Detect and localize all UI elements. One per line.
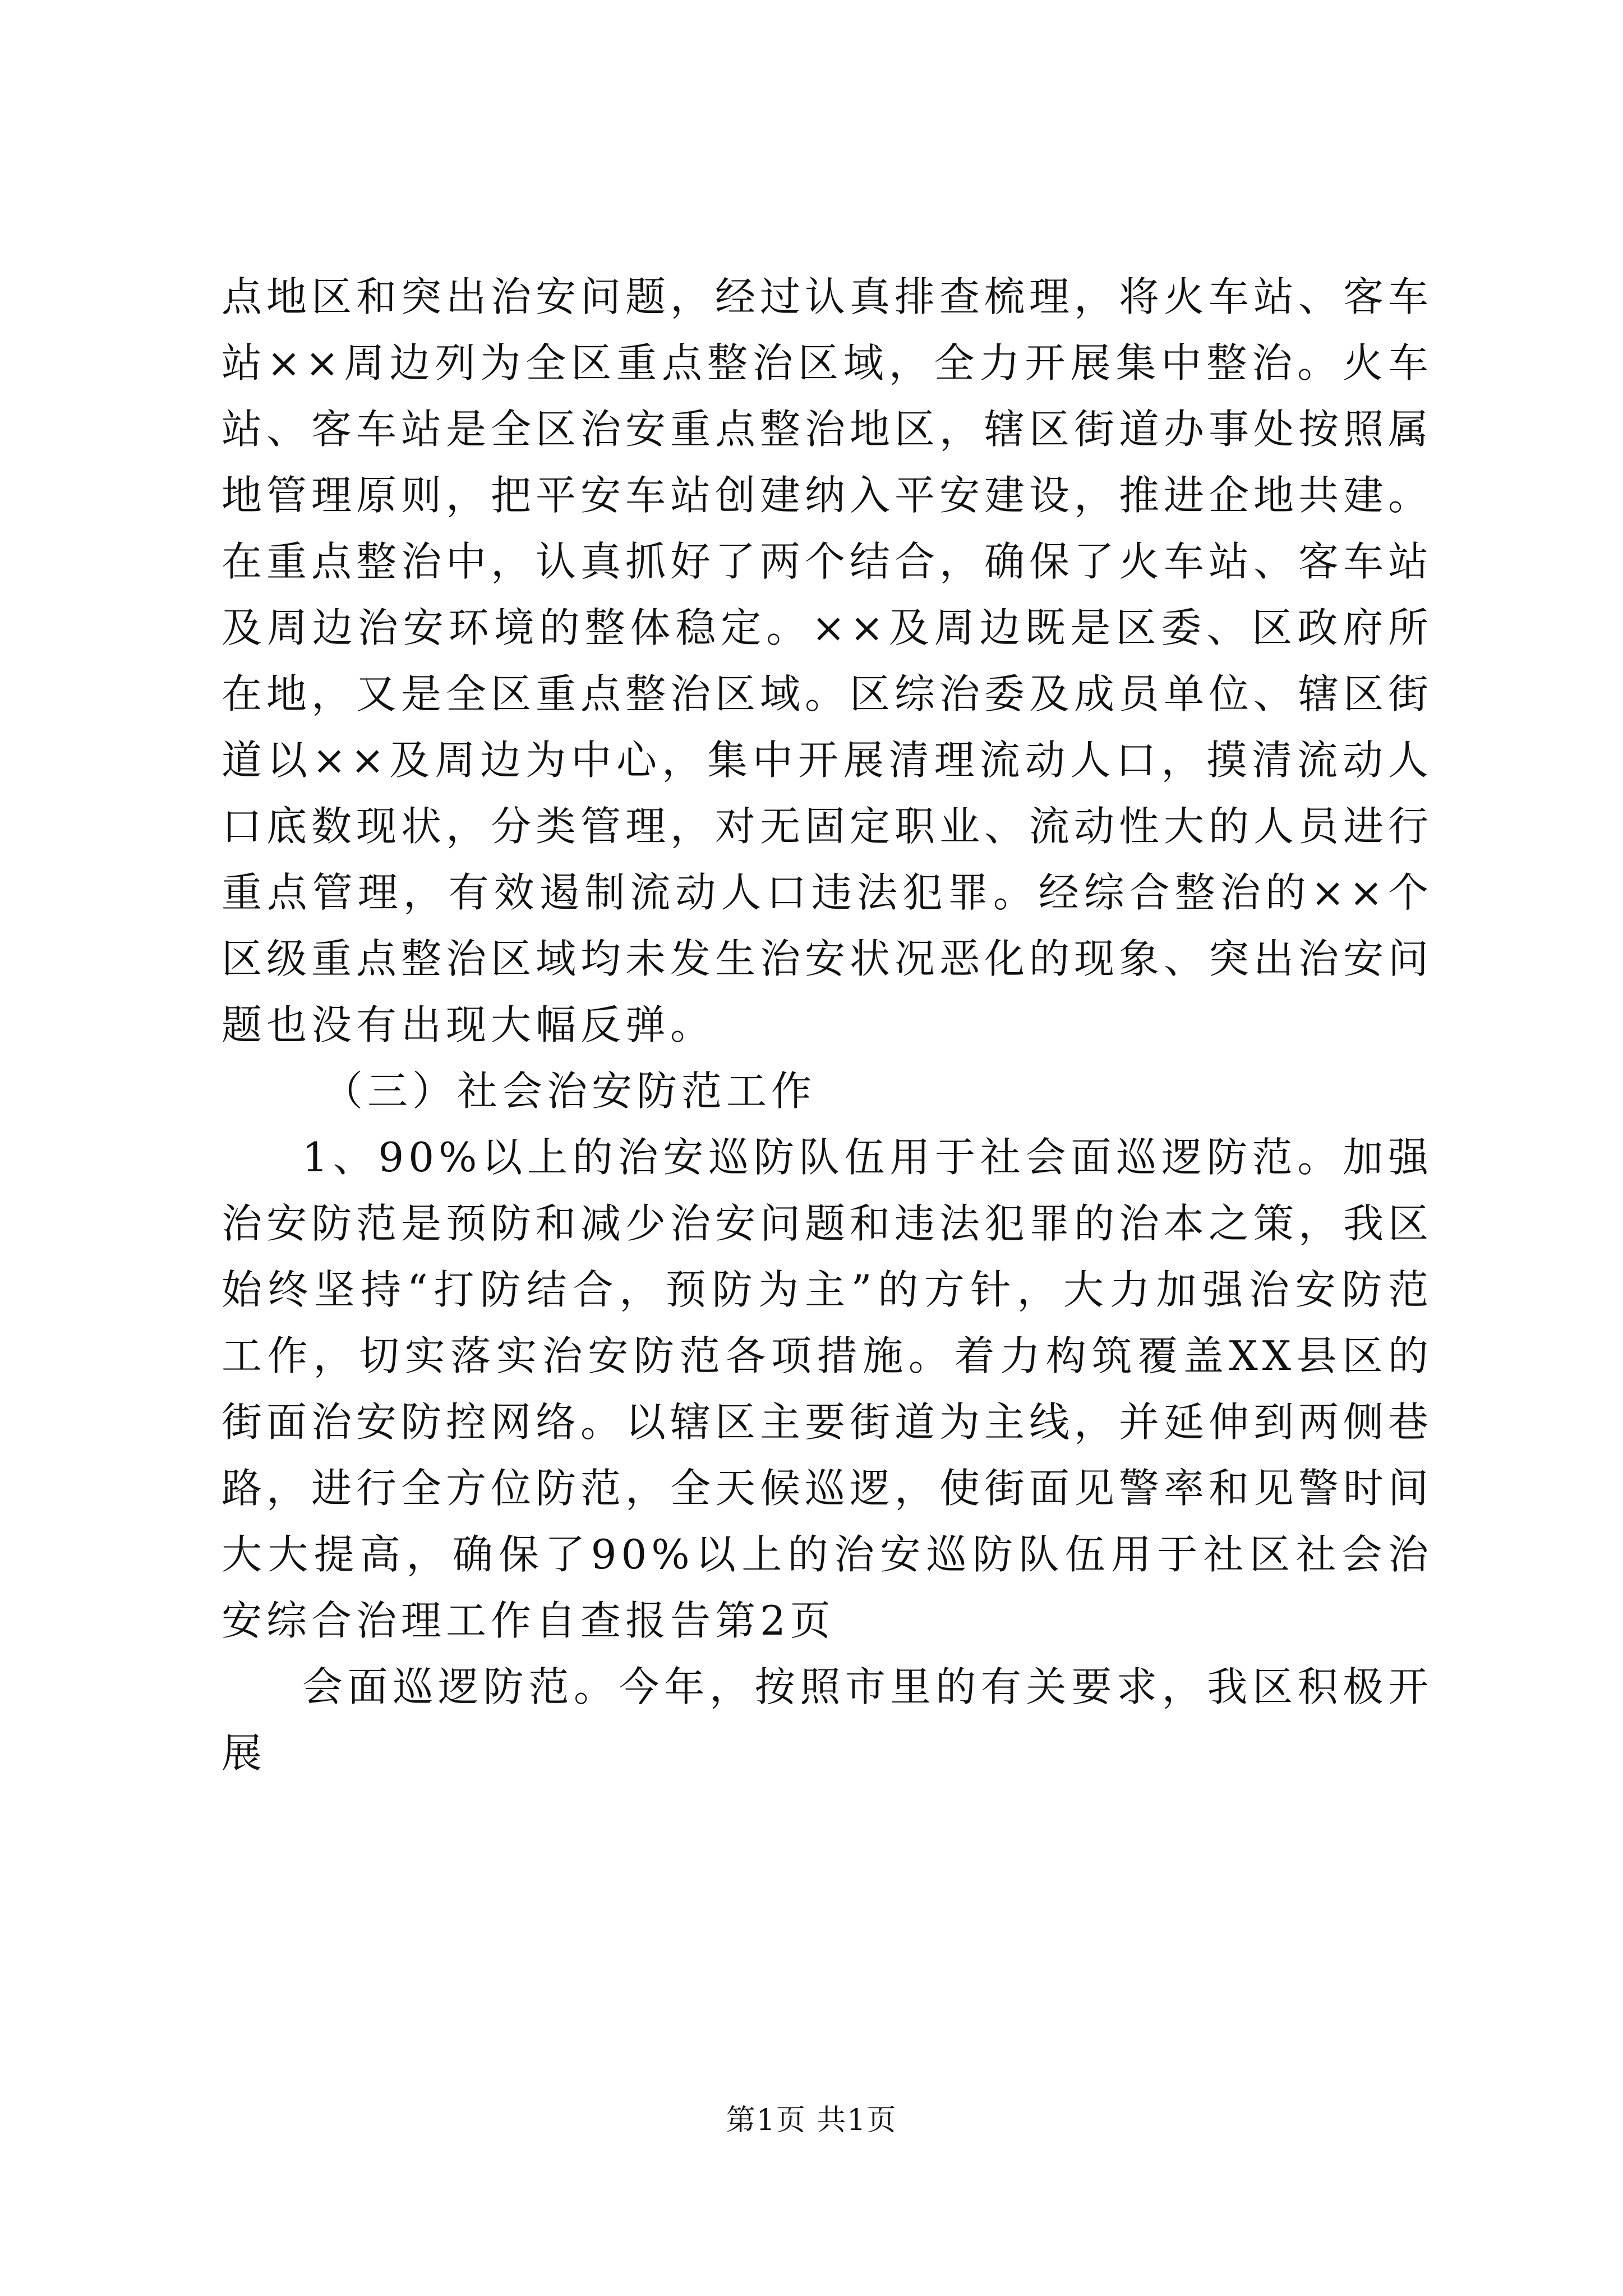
page-footer: 第1页 共1页: [726, 2104, 897, 2137]
paragraph-item-1-continued: 会面巡逻防范。今年，按照市里的有关要求，我区积极开展: [222, 1663, 1433, 1777]
document-body: [222, 264, 1433, 1786]
section-heading: （三）社会治安防范工作: [322, 1068, 817, 1115]
paragraph-item-1: 1、90%以上的治安巡防队伍用于社会面巡逻防范。加强治安防范是预防和减少治安问题和违法犯罪的治本之策，我区始终坚持“打防结合，预防为主”的方针，大力加强治安防范工作，切实落实治安防范各项措施。着力构筑覆盖XX县区的街面治安防控网络。以辖区主要街道为主线，并延伸到两侧巷路，进行全方位防范，全天候巡逻，使街面见警率和见警时间大大提高，确保了90%以上的治安巡防队伍用于社区社会治安综合治理工作自查报告第2页: [222, 1134, 1433, 1644]
paragraph-continuation: 点地区和突出治安问题，经过认真排查梳理，将火车站、客车站××周边列为全区重点整治区域，全力开展集中整治。火车站、客车站是全区治安重点整治地区，辖区街道办事处按照属地管理原则，把平安车站创建纳入平安建设，推进企地共建。在重点整治中，认真抓好了两个结合，确保了火车站、客车站及周边治安环境的整体稳定。××及周边既是区委、区政府所在地，又是全区重点整治区域。区综治委及成员单位、辖区街道以××及周边为中心，集中开展清理流动人口，摸清流动人口底数现状，分类管理，对无固定职业、流动性大的人员进行重点管理，有效遏制流动人口违法犯罪。经综合整治的××个区级重点整治区域均未发生治安状况恶化的现象、突出治安问题也没有出现大幅反弹。: [222, 273, 1433, 1048]
